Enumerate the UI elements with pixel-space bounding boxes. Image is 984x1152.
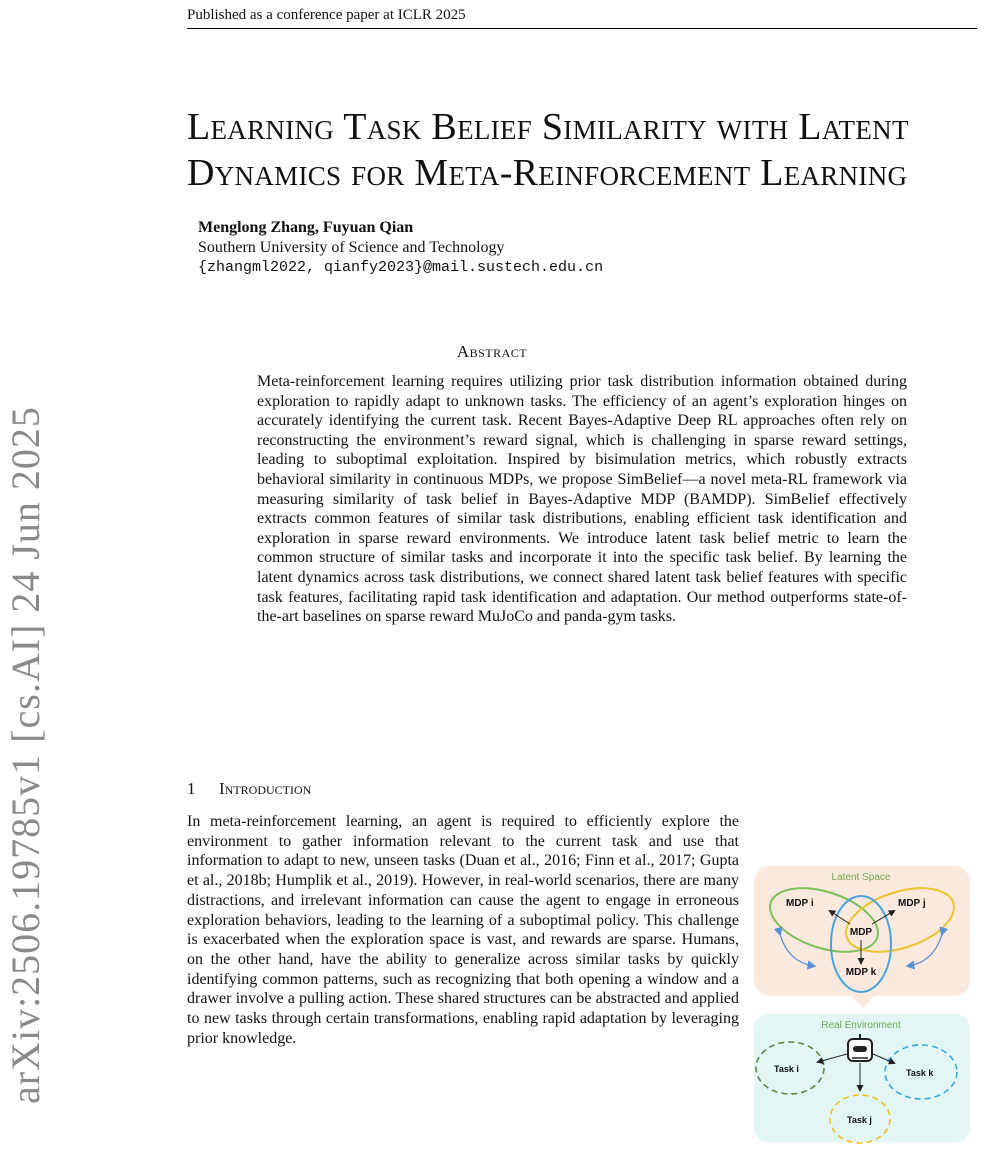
paper-title [187,104,977,196]
latent-space-label: Latent Space [831,872,891,883]
author-email: {zhangml2022, qianfy2023}@mail.sustech.edu.cn [198,259,604,276]
author-affiliation: Southern University of Science and Technology [198,239,505,256]
task-i-label: Task i [774,1064,799,1074]
title-line-1: Learning Task Belief Similarity with Latent [187,106,909,148]
mdp-j-label: MDP j [898,898,926,909]
author-block [198,218,603,278]
arxiv-stamp: arXiv:2506.19785v1 [cs.AI] 24 Jun 2025 [3,406,48,1104]
title-line-2: Dynamics for Meta-Reinforcement Learning [187,152,908,194]
running-header: Published as a conference paper at ICLR 2025 [187,7,977,29]
task-k-label: Task k [906,1068,934,1078]
intro-body: In meta-reinforcement learning, an agent is required to efficiently explore the environment to gather information relevant to the current task and use that information to adapt to new, unseen tasks (Duan et al., 2016; Finn et al., 2017; Gupta et al., 2018b; Humplik et al., 2019). However, in real-world scenarios, there are many distractions, and irrelevant information can cause the agent to engage in erroneous exploration behaviors, leading to the learning of a suboptimal policy. This challenge is exacerbated when the exploration space is vast, and rewards are sparse. Humans, on the other hand, have the ability to generalize across similar tasks by quickly identifying common patterns, such as recognizing that both opening a window and a drawer involve a pulling action. These shared structures can be abstracted and applied to new tasks through certain transformations, enabling rapid adaptation by leveraging prior knowledge. [187,813,739,1047]
section-title: Introduction [219,779,312,798]
mdp-k-label: MDP k [845,967,877,978]
author-names: Menglong Zhang, Fuyuan Qian [198,219,414,236]
figure-1 [752,862,974,1147]
section-heading [187,779,311,799]
real-environment-label: Real Environment [821,1020,901,1031]
mdp-i-label: MDP i [786,898,814,909]
abstract-heading: Abstract [456,342,528,361]
abstract-body: Meta-reinforcement learning requires utilizing prior task distribution information obtained during exploration to rapidly adapt to unknown tasks. The efficiency of an agent’s exploration hinges on accurately identifying the current task. Recent Bayes-Adaptive Deep RL approaches often rely on reconstructing the environment’s reward signal, which is challenging in sparse reward settings, leading to suboptimal exploitation. Inspired by bisimulation metrics, which robustly extracts behavioral similarity in continuous MDPs, we propose SimBelief—a novel meta-RL framework via measuring similarity of task belief in Bayes-Adaptive MDP (BAMDP). SimBelief effectively extracts common features of similar task distributions, enabling efficient task identification and exploration in sparse reward environments. We introduce latent task belief metric to learn the common structure of similar tasks and incorporate it into the specific task belief. By learning the latent dynamics across task distributions, we connect shared latent task belief features with specific task features, facilitating rapid task identification and adaptation. Our method outperforms state-of-the-art baselines on sparse reward MuJoCo and panda-gym tasks. [257,373,907,626]
section-number: 1 [187,779,196,798]
task-j-label: Task j [847,1115,872,1125]
mdp-center-label: MDP [849,927,873,938]
